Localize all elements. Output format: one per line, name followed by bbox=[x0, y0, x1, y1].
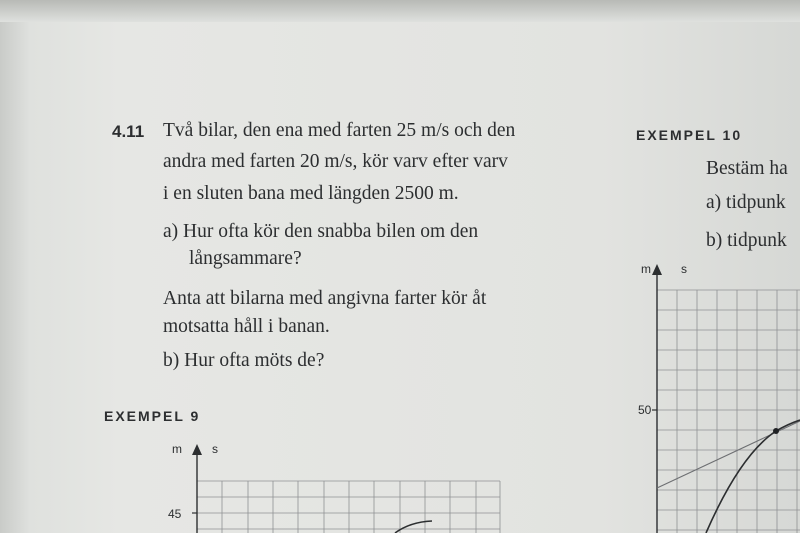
example-10-tick-50: 50 bbox=[638, 403, 652, 417]
example-10-item-a: a) tidpunk bbox=[706, 192, 786, 213]
example-9-curve bbox=[395, 521, 432, 533]
example-9-axis-arrow bbox=[192, 444, 202, 455]
task-line-3: i en sluten bana med längden 2500 m. bbox=[163, 183, 459, 204]
task-line-2: andra med farten 20 m/s, kör varv efter varv bbox=[163, 151, 508, 172]
example-10-intro: Bestäm ha bbox=[706, 158, 788, 179]
example-10-item-b: b) tidpunk bbox=[706, 230, 787, 251]
example-9-heading: EXEMPEL 9 bbox=[104, 408, 201, 424]
example-9-x-unit: s bbox=[212, 442, 218, 456]
task-number: 4.11 bbox=[112, 122, 145, 141]
task-line-1: Två bilar, den ena med farten 25 m/s och den bbox=[163, 120, 516, 141]
example-10-grid bbox=[657, 290, 800, 533]
question-a-line-1: a) Hur ofta kör den snabba bilen om den bbox=[163, 221, 479, 242]
question-b: b) Hur ofta möts de? bbox=[163, 350, 325, 371]
question-a-line-2: långsammare? bbox=[189, 248, 302, 269]
example-10-axis-arrow bbox=[652, 264, 662, 275]
example-9-tick-45: 45 bbox=[168, 507, 182, 521]
example-9-y-unit: m bbox=[172, 442, 182, 456]
assumption-line-2: motsatta håll i banan. bbox=[163, 316, 330, 337]
assumption-line-1: Anta att bilarna med angivna farter kör åt bbox=[163, 288, 487, 309]
example-10-point bbox=[773, 428, 779, 434]
example-10-curve bbox=[706, 420, 800, 533]
example-10-heading: EXEMPEL 10 bbox=[636, 127, 743, 143]
example-10-x-unit: s bbox=[681, 262, 687, 276]
example-9-grid bbox=[197, 481, 500, 533]
example-10-y-unit: m bbox=[641, 262, 651, 276]
